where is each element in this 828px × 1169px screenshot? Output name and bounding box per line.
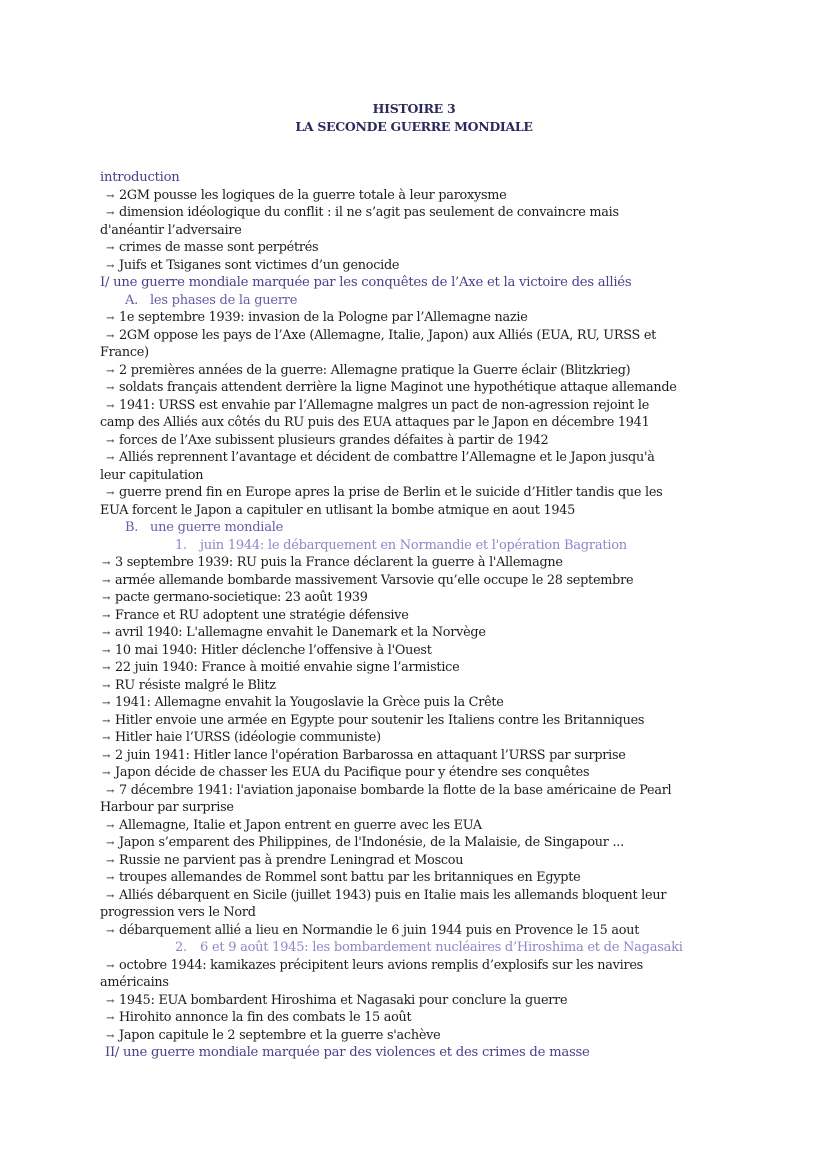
bullet-text: Hirohito annonce la fin des combats le 15 août (119, 1010, 412, 1025)
arrow-icon: → (102, 593, 111, 604)
bullet-text: Hitler haie l’URSS (idéologie communiste) (115, 730, 381, 745)
arrow-icon: → (106, 365, 115, 377)
bullet-item (100, 992, 740, 1010)
bullet-text: Allemagne, Italie et Japon entrent en guerre avec les EUA (119, 817, 482, 833)
bullet-continuation: leur capitulation (100, 467, 204, 483)
arrow-icon: → (106, 383, 115, 394)
arrow-icon: → (106, 313, 115, 324)
bullet-item (100, 449, 740, 467)
heading-text: 6 et 9 août 1945: les bombardement nucléaires d’Hiroshima et de Nagasaki (200, 940, 683, 955)
bullet-item (100, 957, 740, 975)
bullet-continuation: France) (100, 345, 149, 360)
arrow-icon: → (102, 680, 111, 692)
bullet-item (100, 677, 740, 695)
arrow-icon: → (106, 453, 115, 464)
bullet-item (100, 1027, 740, 1045)
heading-text: juin 1944: le débarquement en Normandie et l'opération Bagration (200, 537, 627, 553)
bullet-text: 2GM oppose les pays de l’Axe (Allemagne, Italie, Japon) aux Alliés (EUA, RU, URSS et (119, 327, 657, 343)
bullet-text: forces de l’Axe subissent plusieurs grandes défaites à partir de 1942 (119, 432, 549, 448)
bullet-text: 7 décembre 1941: l'aviation japonaise bombarde la flotte de la base américaine de Pearl (119, 782, 672, 798)
bullet-item (100, 869, 740, 887)
bullet-text: soldats français attendent derrière la ligne Maginot une hypothétique attaque allemande (119, 380, 677, 395)
arrow-icon: → (106, 260, 115, 272)
bullet-text: pacte germano-societique: 23 août 1939 (115, 590, 368, 605)
bullet-text: troupes allemandes de Rommel sont battu par les britanniques en Egypte (119, 870, 581, 885)
arrow-icon: → (106, 1013, 115, 1024)
bullet-item (100, 782, 740, 800)
arrow-icon: → (106, 488, 115, 499)
bullet-text: guerre prend fin en Europe apres la prise de Berlin et le suicide d’Hitler tandis que les (119, 485, 663, 500)
bullet-item (100, 834, 740, 852)
document-subtitle: LA SECONDE GUERRE MONDIALE (295, 119, 533, 134)
bullet-text: Japon décide de chasser les EUA du Pacifique pour y étendre ses conquêtes (115, 765, 590, 780)
bullet-item (100, 712, 740, 730)
arrow-icon: → (106, 890, 115, 902)
arrow-icon: → (106, 873, 115, 884)
arrow-icon: → (106, 243, 115, 254)
bullet-item (100, 397, 740, 415)
section-subsubheading (100, 537, 740, 555)
introduction-heading: introduction (100, 170, 180, 185)
bullet-text: 1941: Allemagne envahit la Yougoslavie la Grèce puis la Crête (115, 695, 504, 710)
bullet-item (100, 1009, 740, 1027)
bullet-text: Alliés débarquent en Sicile (juillet 1943) puis en Italie mais les allemands bloquent leur (119, 887, 667, 903)
bullet-continuation: d'anéantir l’adversaire (100, 222, 242, 238)
heading-number: B. (125, 520, 139, 535)
bullet-text: Japon s’emparent des Philippines, de l'Indonésie, de la Malaisie, de Singapour ... (119, 835, 624, 850)
bullet-item (100, 852, 740, 870)
bullet-item (100, 204, 740, 222)
bullet-item (100, 257, 740, 275)
bullet-text: 2GM pousse les logiques de la guerre totale à leur paroxysme (119, 187, 507, 203)
document-title: HISTOIRE 3 (372, 101, 456, 116)
bullet-item (100, 747, 740, 765)
bullet-item (100, 187, 740, 205)
section-subheading (100, 292, 740, 310)
heading-number: 2. (175, 940, 187, 955)
bullet-item (100, 589, 740, 607)
bullet-continuation: américains (100, 975, 169, 990)
arrow-icon: → (102, 768, 111, 779)
arrow-icon: → (106, 1030, 115, 1042)
bullet-item (100, 642, 740, 660)
arrow-icon: → (106, 960, 115, 972)
arrow-icon: → (106, 995, 115, 1007)
bullet-item (100, 554, 740, 572)
bullet-text: 2 premières années de la guerre: Allemagne pratique la Guerre éclair (Blitzkrieg) (119, 362, 631, 378)
arrow-icon: → (106, 838, 115, 849)
bullet-text: 3 septembre 1939: RU puis la France déclarent la guerre à l'Allemagne (115, 555, 563, 570)
section-subheading (100, 519, 740, 537)
bullet-text: Juifs et Tsiganes sont victimes d’un genocide (119, 257, 400, 273)
bullet-text: crimes de masse sont perpétrés (119, 240, 319, 255)
bullet-text: 2 juin 1941: Hitler lance l'opération Barbarossa en attaquant l’URSS par surprise (115, 747, 626, 763)
arrow-icon: → (106, 855, 115, 867)
bullet-item (100, 327, 740, 345)
bullet-text: Russie ne parvient pas à prendre Leningrad et Moscou (119, 852, 464, 868)
bullet-item (100, 817, 740, 835)
heading-number: 1. (175, 537, 187, 553)
bullet-text: France et RU adoptent une stratégie défensive (115, 607, 409, 623)
bullet-item (100, 764, 740, 782)
bullet-continuation: EUA forcent le Japon a capituler en utlisant la bombe atmique en aout 1945 (100, 502, 576, 518)
bullet-text: 10 mai 1940: Hitler déclenche l’offensive à l'Ouest (115, 642, 432, 658)
bullet-text: Alliés reprennent l’avantage et décident de combattre l’Allemagne et le Japon jusqu'à (119, 450, 655, 465)
bullet-item (100, 572, 740, 590)
bullet-item (100, 309, 740, 327)
bullet-item (100, 659, 740, 677)
bullet-item (100, 694, 740, 712)
arrow-icon: → (102, 610, 111, 622)
arrow-icon: → (106, 208, 115, 219)
arrow-icon: → (106, 785, 115, 797)
arrow-icon: → (106, 435, 115, 447)
bullet-text: avril 1940: L'allemagne envahit le Danemark et la Norvège (115, 625, 486, 640)
bullet-item (100, 887, 740, 905)
arrow-icon: → (102, 698, 111, 709)
heading-text: une guerre mondiale (150, 520, 284, 535)
arrow-icon: → (106, 400, 115, 412)
heading-number: A. (125, 292, 139, 308)
arrow-icon: → (106, 190, 115, 202)
bullet-item (100, 362, 740, 380)
bullet-text: débarquement allié a lieu en Normandie le 6 juin 1944 puis en Provence le 15 aout (119, 922, 640, 938)
bullet-text: RU résiste malgré le Blitz (115, 677, 276, 693)
bullet-continuation: camp des Alliés aux côtés du RU puis des EUA attaques par le Japon en décembre 1941 (100, 415, 650, 430)
bullet-item (100, 239, 740, 257)
arrow-icon: → (106, 925, 115, 937)
bullet-item (100, 607, 740, 625)
arrow-icon: → (102, 750, 111, 762)
bullet-item (100, 484, 740, 502)
bullet-item (100, 922, 740, 940)
section-subsubheading (100, 939, 740, 957)
bullet-item (100, 379, 740, 397)
bullet-item (100, 729, 740, 747)
heading-text: les phases de la guerre (150, 292, 298, 308)
document-body (100, 169, 740, 1062)
bullet-text: Japon capitule le 2 septembre et la guerre s'achève (119, 1027, 441, 1043)
bullet-continuation: Harbour par surprise (100, 800, 234, 815)
bullet-text: 22 juin 1940: France à moitié envahie signe l’armistice (115, 660, 460, 675)
bullet-text: Hitler envoie une armée en Egypte pour soutenir les Italiens contre les Britanniques (115, 712, 645, 728)
arrow-icon: → (102, 715, 111, 727)
arrow-icon: → (102, 663, 111, 674)
bullet-text: armée allemande bombarde massivement Varsovie qu’elle occupe le 28 septembre (115, 572, 634, 588)
bullet-continuation: progression vers le Nord (100, 905, 256, 920)
arrow-icon: → (102, 575, 111, 587)
bullet-item (100, 432, 740, 450)
bullet-text: 1941: URSS est envahie par l’Allemagne malgres un pact de non-agression rejoint le (119, 397, 650, 413)
arrow-icon: → (102, 645, 111, 657)
bullet-text: 1945: EUA bombardent Hiroshima et Nagasaki pour conclure la guerre (119, 992, 568, 1008)
arrow-icon: → (102, 628, 111, 639)
arrow-icon: → (102, 733, 111, 744)
section-heading: II/ une guerre mondiale marquée par des violences et des crimes de masse (105, 1045, 590, 1060)
bullet-text: dimension idéologique du conflit : il ne s’agit pas seulement de convaincre mais (119, 205, 619, 220)
arrow-icon: → (102, 558, 111, 569)
section-heading: I/ une guerre mondiale marquée par les conquêtes de l’Axe et la victoire des alliés (100, 275, 632, 290)
arrow-icon: → (106, 820, 115, 832)
bullet-item (100, 624, 740, 642)
bullet-text: 1e septembre 1939: invasion de la Pologne par l’Allemagne nazie (119, 310, 528, 325)
arrow-icon: → (106, 330, 115, 342)
bullet-text: octobre 1944: kamikazes précipitent leurs avions remplis d’explosifs sur les navires (119, 957, 643, 973)
